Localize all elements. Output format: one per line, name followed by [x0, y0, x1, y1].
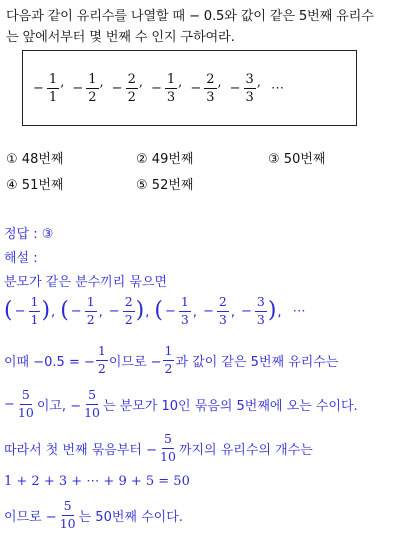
- term-sign: −: [190, 80, 202, 96]
- fraction: [123, 296, 135, 326]
- question-line-2: 는 앞에서부터 몇 번째 수 인지 구하여라.: [6, 30, 235, 45]
- line-c-pre: 따라서 첫 번째 묶음부터 −: [4, 442, 158, 458]
- option-1-mark: ①: [6, 152, 18, 167]
- group-open-paren: (: [60, 298, 69, 323]
- fraction-num: 1: [88, 71, 97, 87]
- fraction-num: 5: [62, 500, 74, 516]
- line-a-pre: 이때 −0.5 = −: [4, 354, 95, 370]
- solution-line-a: [4, 345, 400, 375]
- fraction-den: 3: [218, 311, 227, 327]
- fraction: [86, 73, 98, 104]
- solution-heading: 해설 :: [4, 251, 38, 266]
- answer-line: 정답 : ③: [4, 227, 54, 242]
- fraction-num: 3: [245, 71, 254, 87]
- term-sign: −: [70, 303, 82, 319]
- option-2-mark: ②: [136, 152, 148, 167]
- group-comma: ,: [277, 305, 282, 320]
- final-pre: 이므로 −: [4, 509, 57, 525]
- fraction-five-tenths-d: [58, 500, 78, 530]
- fraction-five-tenths-c: [158, 433, 178, 463]
- fraction-half-b: [163, 345, 175, 375]
- line-b-post: 는 분모가 10인 묶음의 5번째에 오는 수이다.: [103, 398, 358, 414]
- fraction: [179, 296, 191, 326]
- fraction-num: 1: [85, 296, 97, 312]
- term-sign: −: [33, 80, 44, 96]
- fraction-den: 3: [166, 89, 176, 105]
- group-open-paren: (: [154, 298, 163, 323]
- term-comma: ,: [138, 74, 143, 90]
- fraction-five-tenths-a: [16, 389, 36, 419]
- group-comma: ,: [145, 305, 150, 320]
- option-4-mark: ④: [6, 178, 18, 193]
- fraction-den: 1: [48, 89, 58, 105]
- groups-ellipsis: ⋯: [292, 303, 306, 319]
- group-close-paren: ): [135, 298, 145, 323]
- option-1-value: 48번째: [21, 152, 64, 167]
- sequence-ellipsis: ⋯: [270, 80, 284, 96]
- fraction-den: 3: [206, 89, 215, 105]
- term-comma: ,: [178, 74, 183, 90]
- line-a-mid: 이므로 −: [108, 354, 162, 370]
- fraction-den: 2: [86, 311, 95, 327]
- term-sign: −: [72, 80, 84, 96]
- term-sign: −: [108, 303, 120, 319]
- fraction: [217, 296, 229, 326]
- term-comma: ,: [230, 305, 235, 320]
- term-comma: ,: [98, 305, 103, 320]
- fraction-num: 1: [96, 345, 108, 361]
- term-sign: −: [14, 303, 26, 319]
- fraction-num: 5: [20, 389, 32, 405]
- fraction-num: 2: [206, 71, 215, 87]
- fraction: [85, 296, 97, 326]
- group-close-paren: ): [41, 298, 51, 323]
- term-sign: −: [111, 80, 123, 96]
- fraction-num: 2: [127, 71, 136, 87]
- grouped-sequence: [4, 296, 400, 326]
- fraction: [47, 73, 59, 104]
- line-c-post: 까지의 유리수의 개수는: [178, 442, 313, 458]
- option-2[interactable]: [136, 148, 268, 167]
- term-sign: −: [229, 80, 241, 96]
- fraction-num: 2: [123, 296, 135, 312]
- fraction-num: 5: [162, 433, 174, 449]
- fraction-den: 2: [124, 311, 133, 327]
- option-1[interactable]: [6, 148, 136, 167]
- line-b-mid: 이고, −: [36, 398, 82, 414]
- options-row-1: [6, 148, 386, 167]
- term-sign: −: [164, 303, 176, 319]
- fraction-five-tenths-b: [82, 389, 102, 419]
- fraction-num: 3: [255, 296, 267, 312]
- sequence-terms: [31, 73, 267, 104]
- option-5-value: 52번째: [151, 178, 194, 193]
- option-3-mark: ③: [268, 152, 280, 167]
- fraction-num: 1: [166, 71, 176, 87]
- fraction-den: 1: [30, 311, 39, 327]
- fraction-den: 2: [127, 89, 136, 105]
- term-sign: −: [240, 303, 252, 319]
- solution-line-b: [4, 389, 400, 419]
- term-comma: ,: [192, 305, 197, 320]
- solution-final-line: [4, 500, 400, 530]
- options-row-2: [6, 174, 386, 193]
- minus-sign: −: [4, 396, 15, 412]
- final-post: 는 50번째 수이다.: [78, 509, 183, 525]
- fraction-num: 1: [179, 296, 191, 312]
- question-line-1: 다음과 같이 유리수를 나열할 때 − 0.5와 값이 같은 5번째 유리수: [6, 9, 374, 24]
- option-4[interactable]: [6, 174, 136, 193]
- group-open-paren: (: [4, 298, 13, 323]
- fraction-den: 2: [88, 89, 97, 105]
- fraction-den: 3: [245, 89, 254, 105]
- term-comma: ,: [217, 74, 222, 90]
- fraction-num: 2: [217, 296, 229, 312]
- option-4-value: 51번째: [21, 178, 64, 193]
- fraction-num: 1: [163, 345, 175, 361]
- fraction-den: 2: [97, 360, 106, 376]
- question-text: [6, 6, 398, 48]
- fraction-den: 3: [180, 311, 189, 327]
- fraction-den: 10: [160, 448, 176, 464]
- fraction: [255, 296, 267, 326]
- fraction-den: 3: [256, 311, 265, 327]
- term-sign: −: [150, 80, 162, 96]
- option-3-value: 50번째: [283, 152, 326, 167]
- term-comma: ,: [256, 74, 261, 90]
- fraction-half-a: [96, 345, 108, 375]
- fraction-den: 10: [84, 404, 100, 420]
- term-comma: ,: [99, 74, 104, 90]
- fraction: [244, 73, 256, 104]
- option-5-mark: ⑤: [136, 178, 148, 193]
- solution-line-c: [4, 433, 400, 463]
- line-a-post: 과 값이 같은 5번째 유리수는: [175, 354, 339, 370]
- fraction: [165, 73, 177, 104]
- sequence-box: [22, 50, 357, 126]
- fraction-den: 10: [17, 404, 34, 420]
- fraction: [204, 73, 216, 104]
- term-sign: −: [202, 303, 214, 319]
- fraction-num: 5: [86, 389, 98, 405]
- option-5[interactable]: [136, 174, 268, 193]
- fraction-den: 2: [164, 360, 173, 376]
- group-comma: ,: [51, 305, 56, 320]
- option-2-value: 49번째: [151, 152, 194, 167]
- groups-container: [4, 296, 287, 326]
- fraction: [126, 73, 138, 104]
- group-close-paren: ): [267, 298, 277, 323]
- grouping-text: 분모가 같은 분수끼리 묶으면: [4, 275, 168, 290]
- sum-line: 1 + 2 + 3 + ⋯ + 9 + 5 = 50: [4, 474, 190, 489]
- fraction-num: 1: [48, 71, 58, 87]
- fraction-num: 1: [29, 296, 41, 312]
- option-3[interactable]: [268, 148, 325, 167]
- fraction-den: 10: [59, 515, 76, 531]
- fraction: [29, 296, 41, 326]
- term-comma: ,: [60, 74, 65, 90]
